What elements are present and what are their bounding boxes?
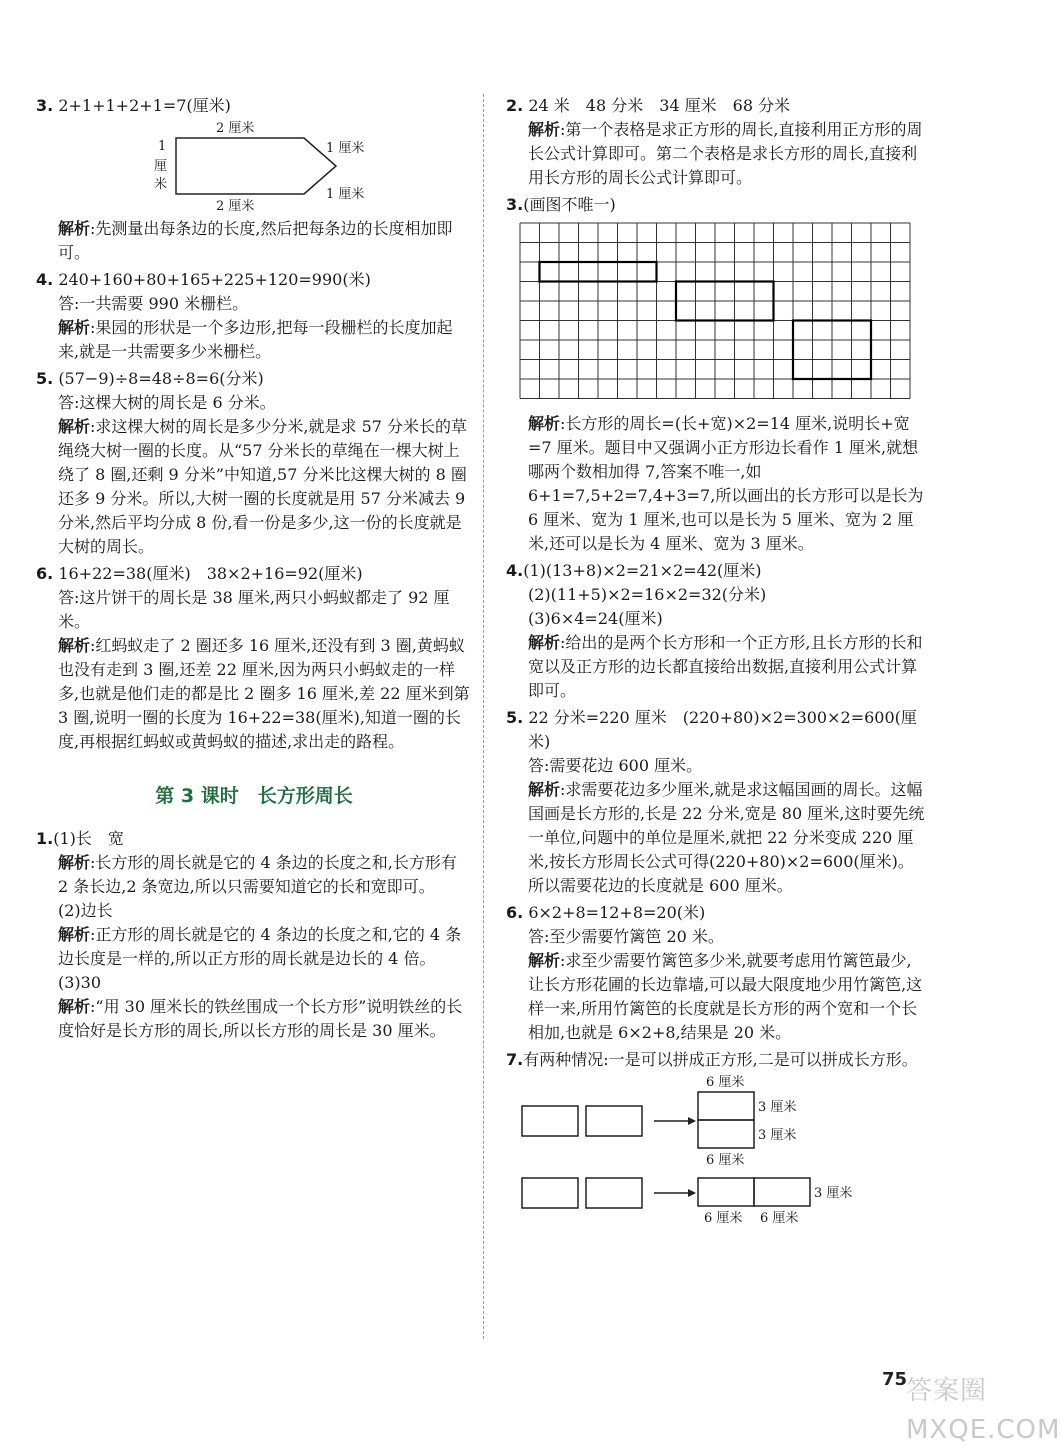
label-upper-right: 1 厘米 xyxy=(326,141,365,156)
line-1: (1)(13+8)×2=21×2=42(厘米) xyxy=(523,561,762,580)
pentagon-figure xyxy=(36,118,456,214)
analysis-2: 解析:正方形的周长就是它的 4 条边的长度之和,它的 4 条边长度是一样的,所以正方形的周长就是边长的 4 倍。 xyxy=(58,924,462,968)
label-re-b1: 6 厘米 xyxy=(704,1211,743,1226)
question-3 xyxy=(36,94,472,265)
small-rect-2 xyxy=(586,1106,642,1136)
section-question-6: 6. 6×2+8=12+8=20(米) 答:至少需要竹篱笆 20 米。 解析:求至少需要竹篱笆多少米,就要考虑用竹篱笆最少,让长方形花圃的长边靠墙,可以最大限度地少用竹篱笆,这样一来,所用竹篱笆的长度就是长方形的两个宽和一个长相加,也就是 6×2+8,结果是 20 米。 xyxy=(506,901,926,1045)
analysis: 解析:给出的是两个长方形和一个正方形,且长方形的长和宽以及正方形的边长都直接给出数据,直接利用公式计算即可。 xyxy=(528,633,923,700)
small-rect-4 xyxy=(586,1178,642,1208)
question-5: 5. (57−9)÷8=48÷8=6(分米) 答:这棵大树的周长是 6 分米。 解析:求这棵大树的周长是多少分米,就是求 57 分米长的草绳绕大树一圈的长度。从“57 分米长的草绳在一棵大树上绕了 8 圈,还剩 9 分米”中知道,57 分米比这棵大树的 8 圈还多 9 分米。所以,大树一圈的长度就是用 57 分米减去 9 分米,然后平均分成 8 份,看一份是多少,这一份的长度就是大树的周长。 xyxy=(36,367,472,559)
label-re-b2: 6 厘米 xyxy=(760,1211,799,1226)
analysis: 解析:求需要花边多少厘米,就是求这幅国画的周长。这幅国画是长方形的,长是 22 分米,宽是 80 厘米,这时要先统一单位,问题中的单位是厘米,就把 22 分米变成 220 厘米,按长方形周长公式可得(220+80)×2=600(厘米)。所以需要花边的长度就是 600 厘米。 xyxy=(528,780,925,895)
label-sq-top: 6 厘米 xyxy=(706,1075,745,1090)
equation: 16+22=38(厘米) 38×2+16=92(厘米) xyxy=(58,564,363,583)
long-rect-right xyxy=(754,1178,810,1206)
analysis-1: 解析:长方形的周长就是它的 4 条边的长度之和,长方形有 2 条长边,2 条宽边,所以只需要知道它的长和宽即可。 xyxy=(58,852,457,896)
label-sq-r2: 3 厘米 xyxy=(758,1128,797,1143)
answer: 答:这棵大树的周长是 6 分米。 xyxy=(58,393,276,412)
section-question-1: 1.(1)长 宽 解析:长方形的周长就是它的 4 条边的长度之和,长方形有 2 条长边,2 条宽边,所以只需要知道它的长和宽即可。 (2)边长 解析:正方形的周长就是它的 4 条边的长度之和,它的 4 条边长度是一样的,所以正方形的周长就是边长的 4 倍。 (3)30 解析:“用 30 厘米长的铁丝围成一个长方形”说明铁丝的长度恰好是长方形的周长,所以长方形的周长是 30 厘米。 xyxy=(36,827,472,1043)
analysis: 解析:先测量出每条边的长度,然后把每条边的长度相加即可。 xyxy=(58,219,453,262)
analysis: 解析:红蚂蚁走了 2 圈还多 16 厘米,还没有到 3 圈,黄蚂蚁也没有走到 3 圈,还差 22 厘米,因为两只小蚂蚁走的一样多,也就是他们走的都是比 2 圈多 16 厘米,差 22 厘米到第 3 圈,说明一圈的长度为 16+22=38(厘米),知道一圈的长度,再根据红蚂蚁或黄蚂蚁的描述,求出走的路程。 xyxy=(58,636,470,751)
arrow-head-2 xyxy=(688,1189,696,1197)
label-lower-right: 1 厘米 xyxy=(326,187,365,202)
equation: 2+1+1+2+1=7(厘米) xyxy=(58,96,231,115)
pentagon-shape xyxy=(176,138,336,194)
answer-1: (1)长 宽 xyxy=(53,828,124,848)
analysis: 解析:长方形的周长=(长+宽)×2=14 厘米,说明长+宽=7 厘米。题目中又强调小正方形边长看作 1 厘米,就想哪两个数相加得 7,答案不唯一,如 6+1=7,5+2=7,4+3=7,所以画出的长方形可以是长为 6 厘米、宽为 1 厘米,也可以是长为 5 厘米、宽为 2 厘米,还可以是长为 4 厘米、宽为 3 厘米。 xyxy=(528,414,924,553)
equation: 240+160+80+165+225+120=990(米) xyxy=(58,270,371,289)
equation: 22 分米=220 厘米 (220+80)×2=300×2=600(厘米) xyxy=(528,708,917,751)
small-rect-1 xyxy=(522,1106,578,1136)
label-top: 2 厘米 xyxy=(216,121,255,136)
label-re-right: 3 厘米 xyxy=(814,1186,853,1201)
label-sq-bottom: 6 厘米 xyxy=(706,1153,745,1168)
label-left-3: 米 xyxy=(154,177,168,192)
label-sq-r1: 3 厘米 xyxy=(758,1100,797,1115)
label-left-1: 1 xyxy=(158,139,167,154)
analysis-3: 解析:“用 30 厘米长的铁丝围成一个长方形”说明铁丝的长度恰好是长方形的周长,所以长方形的周长是 30 厘米。 xyxy=(58,996,463,1040)
rectangles-figure xyxy=(506,1072,926,1228)
answer: 答:一共需要 990 米栅栏。 xyxy=(58,294,249,313)
answer: 答:需要花边 600 厘米。 xyxy=(528,756,703,775)
section-question-3: 3.(画图不唯一) 解析:长方形的周长=(长+宽)×2=14 厘米,说明长+宽=7 厘米。题目中又强调小正方形边长看作 1 厘米,就想哪两个数相加得 7,答案不唯一,如 6+1=7,5+2=7,4+3=7,所以画出的长方形可以是长为 6 厘米、宽为 1 厘米,也可以是长为 5 厘米、宽为 2 厘米,还可以是长为 4 厘米、宽为 3 厘米。 xyxy=(506,193,926,556)
answer-3: (3)30 xyxy=(58,972,102,992)
arrow-head-1 xyxy=(688,1117,696,1125)
right-column xyxy=(506,94,926,1238)
left-column xyxy=(36,94,472,1046)
long-rect-left xyxy=(698,1178,754,1206)
question-number: 3. xyxy=(36,96,54,115)
answer: 答:至少需要竹篱笆 20 米。 xyxy=(528,927,724,946)
square-bottom-rect xyxy=(698,1120,754,1148)
grid-figure xyxy=(506,217,926,405)
answer-2: (2)边长 xyxy=(58,900,113,920)
line-3: (3)6×4=24(厘米) xyxy=(528,609,663,628)
analysis: 解析:求这棵大树的周长是多少分米,就是求 57 分米长的草绳绕大树一圈的长度。从“57 分米长的草绳在一棵大树上绕了 8 圈,还剩 9 分米”中知道,57 分米比这棵大树的 8 圈还多 9 分米。所以,大树一圈的长度就是用 57 分米减去 9 分米,然后平均分成 8 份,看一份是多少,这一份的长度就是大树的周长。 xyxy=(58,417,468,556)
question-4: 4. 240+160+80+165+225+120=990(米) 答:一共需要 990 米栅栏。 解析:果园的形状是一个多边形,把每一段栅栏的长度加起来,就是一共需要多少米栅栏。 xyxy=(36,268,472,364)
answer: 答:这片饼干的周长是 38 厘米,两只小蚂蚁都走了 92 厘米。 xyxy=(58,588,450,631)
square-top-rect xyxy=(698,1092,754,1120)
section-question-5: 5. 22 分米=220 厘米 (220+80)×2=300×2=600(厘米) 答:需要花边 600 厘米。 解析:求需要花边多少厘米,就是求这幅国画的周长。这幅国画是长方形的,长是 22 分米,宽是 80 厘米,这时要先统一单位,问题中的单位是厘米,就把 22 分米变成 220 厘米,按长方形周长公式可得(220+80)×2=600(厘米)。所以需要花边的长度就是 600 厘米。 xyxy=(506,706,926,898)
question-6: 6. 16+22=38(厘米) 38×2+16=92(厘米) 答:这片饼干的周长是 38 厘米,两只小蚂蚁都走了 92 厘米。 解析:红蚂蚁走了 2 圈还多 16 厘米,还没有到 3 圈,黄蚂蚁也没有走到 3 圈,还差 22 厘米,因为两只小蚂蚁走的一样多,也就是他们走的都是比 2 圈多 16 厘米,差 22 厘米到第 3 圈,说明一圈的长度为 16+22=38(厘米),知道一圈的长度,再根据红蚂蚁或黄蚂蚁的描述,求出走的路程。 xyxy=(36,562,472,754)
section-question-2: 2. 24 米 48 分米 34 厘米 68 分米 解析:第一个表格是求正方形的周长,直接利用正方形的周长公式计算即可。第二个表格是求长方形的周长,直接利用长方形的周长公式计算即可。 xyxy=(506,94,926,190)
small-rect-3 xyxy=(522,1178,578,1208)
equation: (57−9)÷8=48÷8=6(分米) xyxy=(58,369,264,388)
label-bottom: 2 厘米 xyxy=(216,199,255,214)
section-question-7: 7.有两种情况:一是可以拼成正方形,二是可以拼成长方形。 6 厘米 3 厘米 3 厘米 6 厘米 3 厘米 6 厘米 6 厘米 xyxy=(506,1048,926,1235)
column-divider xyxy=(483,94,484,1339)
watermark-logo: 答案圈 MXQE.COM xyxy=(906,1376,1060,1445)
section-title: 第 3 课时 长方形周长 xyxy=(155,785,353,807)
analysis: 解析:第一个表格是求正方形的周长,直接利用正方形的周长公式计算即可。第二个表格是求长方形的周长,直接利用长方形的周长公式计算即可。 xyxy=(528,120,923,187)
label-left-2: 厘 xyxy=(154,159,168,174)
section-question-4: 4.(1)(13+8)×2=21×2=42(厘米) (2)(11+5)×2=16×2=32(分米) (3)6×4=24(厘米) 解析:给出的是两个长方形和一个正方形,且长方形的长和宽以及正方形的边长都直接给出数据,直接利用公式计算即可。 xyxy=(506,559,926,703)
equation: 6×2+8=12+8=20(米) xyxy=(528,903,706,922)
equation: 24 米 48 分米 34 厘米 68 分米 xyxy=(528,96,791,115)
question-text: 有两种情况:一是可以拼成正方形,二是可以拼成长方形。 xyxy=(523,1050,918,1069)
equation: (画图不唯一) xyxy=(523,195,616,214)
page-number: 75 xyxy=(882,1369,908,1390)
line-2: (2)(11+5)×2=16×2=32(分米) xyxy=(528,585,767,604)
analysis: 解析:果园的形状是一个多边形,把每一段栅栏的长度加起来,就是一共需要多少米栅栏。 xyxy=(58,318,453,361)
analysis: 解析:求至少需要竹篱笆多少米,就要考虑用竹篱笆最少,让长方形花圃的长边靠墙,可以最大限度地少用竹篱笆,这样一来,所用竹篱笆的长度就是长方形的两个宽和一个长相加,也就是 6×2+8,结果是 20 米。 xyxy=(528,951,923,1042)
